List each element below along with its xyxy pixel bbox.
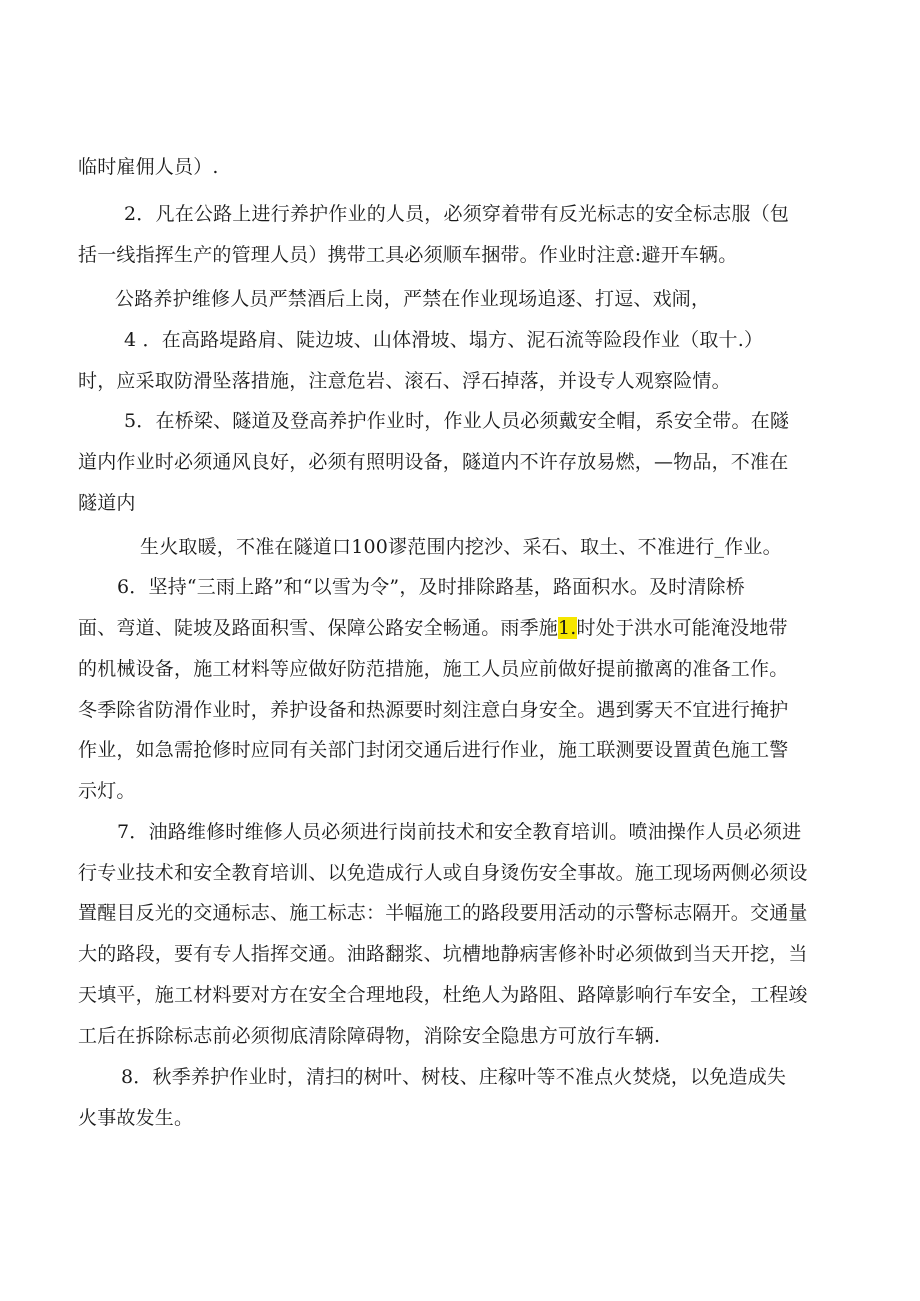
paragraph-line: 括一线指挥生产的管理人员）携带工具必须顺车捆带。作业时注意:避开车辆。	[78, 244, 738, 266]
paragraph-line: 火事故发生。	[78, 1107, 194, 1129]
paragraph-line: 冬季除省防滑作业时，养护设备和热源要时刻注意白身安全。遇到雾天不宜进行掩护	[78, 699, 789, 721]
highlight-mark: 1.	[558, 617, 577, 639]
paragraph-line: 5．在桥梁、隧道及登高养护作业时，作业人员必须戴安全帽，系安全带。在隧	[124, 410, 790, 432]
paragraph-line: 2．凡在公路上进行养护作业的人员，必须穿着带有反光标志的安全标志服（包	[124, 203, 790, 225]
paragraph-line: 隧道内	[78, 492, 136, 514]
paragraph-line: 示灯。	[78, 780, 136, 802]
paragraph-line: 工后在拆除标志前必须彻底清除障碍物，消除安全隐患方可放行车辆.	[78, 1025, 661, 1047]
line-text: 时处于洪水可能淹没地带	[576, 617, 788, 639]
paragraph-line: 行专业技术和安全教育培训、以免造成行人或自身烫伤安全事故。施工现场两侧必须设	[78, 862, 808, 884]
paragraph-line: 生火取暖，不准在隧道口100谬范围内挖沙、采石、取土、不准进行_作业。	[140, 536, 782, 558]
paragraph-line	[78, 616, 788, 640]
paragraph-line: 临时雇佣人员）.	[78, 156, 219, 178]
paragraph-line: 作业，如急需抢修时应同有关部门封闭交通后进行作业，施工联测要设置黄色施工警	[78, 739, 789, 761]
paragraph-line: 公路养护维修人员严禁酒后上岗，严禁在作业现场追逐、打逗、戏闹，	[115, 288, 711, 310]
paragraph-line: 大的路段，要有专人指挥交通。油路翻浆、坑槽地静病害修补时必须做到当天开挖，当	[78, 943, 808, 965]
paragraph-line: 置醒目反光的交通标志、施工标志：半幅施工的路段要用活动的示警标志隔开。交通量	[78, 902, 808, 924]
paragraph-line: 天填平，施工材料要对方在安全合理地段，杜绝人为路阻、路障影响行车安全，工程竣	[78, 984, 808, 1006]
paragraph-line: 道内作业时必须通风良好，必须有照明设备，隧道内不许存放易燃，—物品，不准在	[78, 451, 789, 473]
paragraph-line: 6．坚持“三雨上路”和“以雪为令”，及时排除路基，路面积水。及时清除桥	[117, 576, 745, 598]
paragraph-line: 7．油路维修时维修人员必须进行岗前技术和安全教育培训。喷油操作人员必须进	[117, 821, 802, 843]
paragraph-line: 4 ．在高路堤路肩、陡边坡、山体滑坡、塌方、泥石流等险段作业（取十.）	[124, 329, 764, 351]
line-text: 面、弯道、陡坡及路面积雪、保障公路安全畅通。雨季施	[78, 617, 559, 639]
paragraph-line: 的机械设备，施工材料等应做好防范措施，施工人员应前做好提前撤离的准备工作。	[78, 658, 789, 680]
paragraph-line: 时，应采取防滑坠落措施，注意危岩、滚石、浮石掉落，并设专人观察险情。	[78, 370, 731, 392]
paragraph-line: 8．秋季养护作业时，清扫的树叶、树枝、庄稼叶等不准点火焚烧，以免造成失	[121, 1066, 787, 1088]
